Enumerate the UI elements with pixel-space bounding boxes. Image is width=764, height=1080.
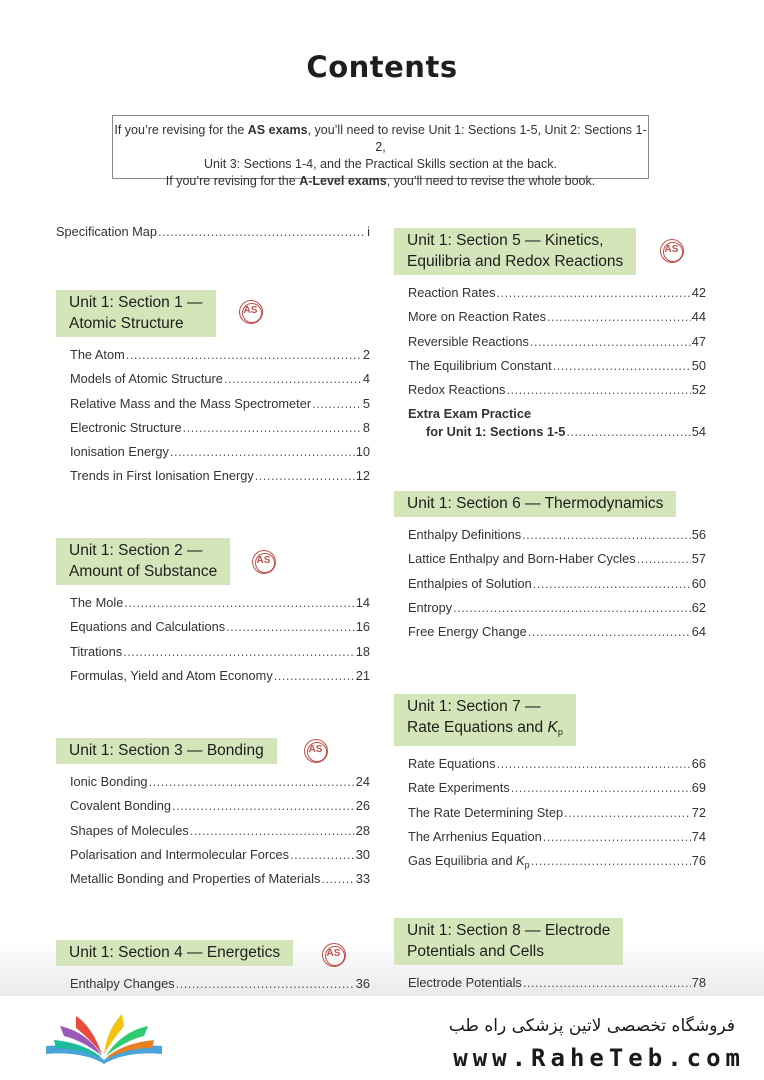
section-unit1-section8 [394,918,706,999]
entry-list [394,756,706,877]
notice-line-2: Unit 3: Sections 1-4, and the Practical Skills section at the back. [204,157,557,171]
notice-line-1: If you’re revising for the AS exams, you’ll need to revise Unit 1: Sections 1-5, Unit 2: Sections 1-2, [114,123,647,154]
toc-entry[interactable]: Electronic Structure ..... 8 [70,420,370,444]
entry-list [394,527,706,648]
section-unit1-section5 [394,228,706,449]
toc-entry[interactable]: The Rate Determining Step ..... 72 [408,805,706,829]
as-badge-icon: AS [239,300,263,324]
toc-entry[interactable]: Formulas, Yield and Atom Economy ..... 21 [70,668,370,692]
section-heading: Unit 1: Section 4 — Energetics [56,940,293,966]
section-heading: Unit 1: Section 8 — Electrode Potentials and Cells [394,918,623,965]
toc-entry[interactable]: Equations and Calculations ..... 16 [70,619,370,643]
toc-entry[interactable]: Relative Mass and the Mass Spectrometer ..... 5 [70,396,370,420]
toc-entry[interactable]: Reaction Rates ..... 42 [408,285,706,309]
toc-entry[interactable]: The Mole ..... 14 [70,595,370,619]
toc-entry[interactable]: Trends in First Ionisation Energy ..... 12 [70,468,370,492]
section-heading: Unit 1: Section 1 — Atomic Structure [56,290,216,337]
as-badge-icon: AS [252,550,276,574]
toc-entry[interactable]: Polarisation and Intermolecular Forces ..... 30 [70,847,370,871]
entry-list [56,595,370,692]
section-unit1-section6 [394,491,706,648]
open-book-logo-icon [42,1010,166,1066]
toc-entry[interactable]: The Atom ..... 2 [70,347,370,371]
as-badge-icon: AS [322,943,346,967]
toc-entry[interactable]: Enthalpies of Solution ..... 60 [408,576,706,600]
entry-list [394,285,706,449]
toc-entry[interactable]: The Arrhenius Equation ..... 74 [408,829,706,853]
section-heading: Unit 1: Section 6 — Thermodynamics [394,491,676,517]
toc-entry[interactable]: Lattice Enthalpy and Born-Haber Cycles ..... 57 [408,551,706,575]
toc-entry[interactable]: Redox Reactions ..... 52 [408,382,706,406]
shop-name: فروشگاه تخصصی لاتین پزشکی راه طب [448,1016,735,1036]
toc-entry-specification-map[interactable]: Specification Map ..... i [56,224,370,248]
as-badge-icon: AS [304,739,328,763]
toc-entry[interactable]: Ionic Bonding ..... 24 [70,774,370,798]
section-heading: Unit 1: Section 5 — Kinetics, Equilibria and Redox Reactions [394,228,636,275]
toc-entry[interactable]: Models of Atomic Structure ..... 4 [70,371,370,395]
section-unit1-section2 [56,538,370,692]
toc-entry-extra-practice[interactable]: for Unit 1: Sections 1-5 ..... 54 [408,424,706,448]
toc-entry[interactable]: The Equilibrium Constant ..... 50 [408,358,706,382]
section-unit1-section7 [394,694,706,877]
toc-entry[interactable]: Entropy ..... 62 [408,600,706,624]
toc-entry[interactable]: Titrations ..... 18 [70,644,370,668]
notice-line-3: If you’re revising for the A-Level exams, you’ll need to revise the whole book. [165,174,596,188]
toc-entry[interactable]: Ionisation Energy ..... 10 [70,444,370,468]
toc-entry[interactable]: Enthalpy Changes ..... 36 [70,976,370,1000]
section-unit1-section1 [56,290,370,493]
as-badge-icon: AS [660,239,684,263]
toc-entry[interactable]: Enthalpy Definitions ..... 56 [408,527,706,551]
toc-entry-extra-practice-title[interactable]: Extra Exam Practice [408,406,532,422]
section-heading: Unit 1: Section 7 — Rate Equations and $K_p$ [394,694,576,746]
toc-entry[interactable]: Rate Equations ..... 66 [408,756,706,780]
toc-entry[interactable]: Electrode Potentials ..... 78 [408,975,706,999]
entry-list [56,774,370,895]
toc-entry[interactable]: Covalent Bonding ..... 26 [70,798,370,822]
toc-entry[interactable]: Reversible Reactions ..... 47 [408,334,706,358]
toc-entry[interactable]: More on Reaction Rates ..... 44 [408,309,706,333]
toc-entry-gas-equilibria[interactable]: Gas Equilibria and $K_p$ ..... 76 [408,853,706,877]
toc-entry[interactable]: Metallic Bonding and Properties of Materials ..... 33 [70,871,370,895]
section-unit1-section3 [56,738,370,895]
shop-url: www.RaheTeb.com [453,1044,745,1072]
section-unit1-section4 [56,940,370,1000]
toc-entry[interactable]: Free Energy Change ..... 64 [408,624,706,648]
section-heading: Unit 1: Section 2 — Amount of Substance [56,538,230,585]
section-heading: Unit 1: Section 3 — Bonding [56,738,277,764]
page-title: Contents [306,50,458,84]
entry-list [56,347,370,493]
revision-notice [112,115,649,188]
toc-entry[interactable]: Rate Experiments ..... 69 [408,780,706,804]
toc-entry[interactable]: Shapes of Molecules ..... 28 [70,823,370,847]
